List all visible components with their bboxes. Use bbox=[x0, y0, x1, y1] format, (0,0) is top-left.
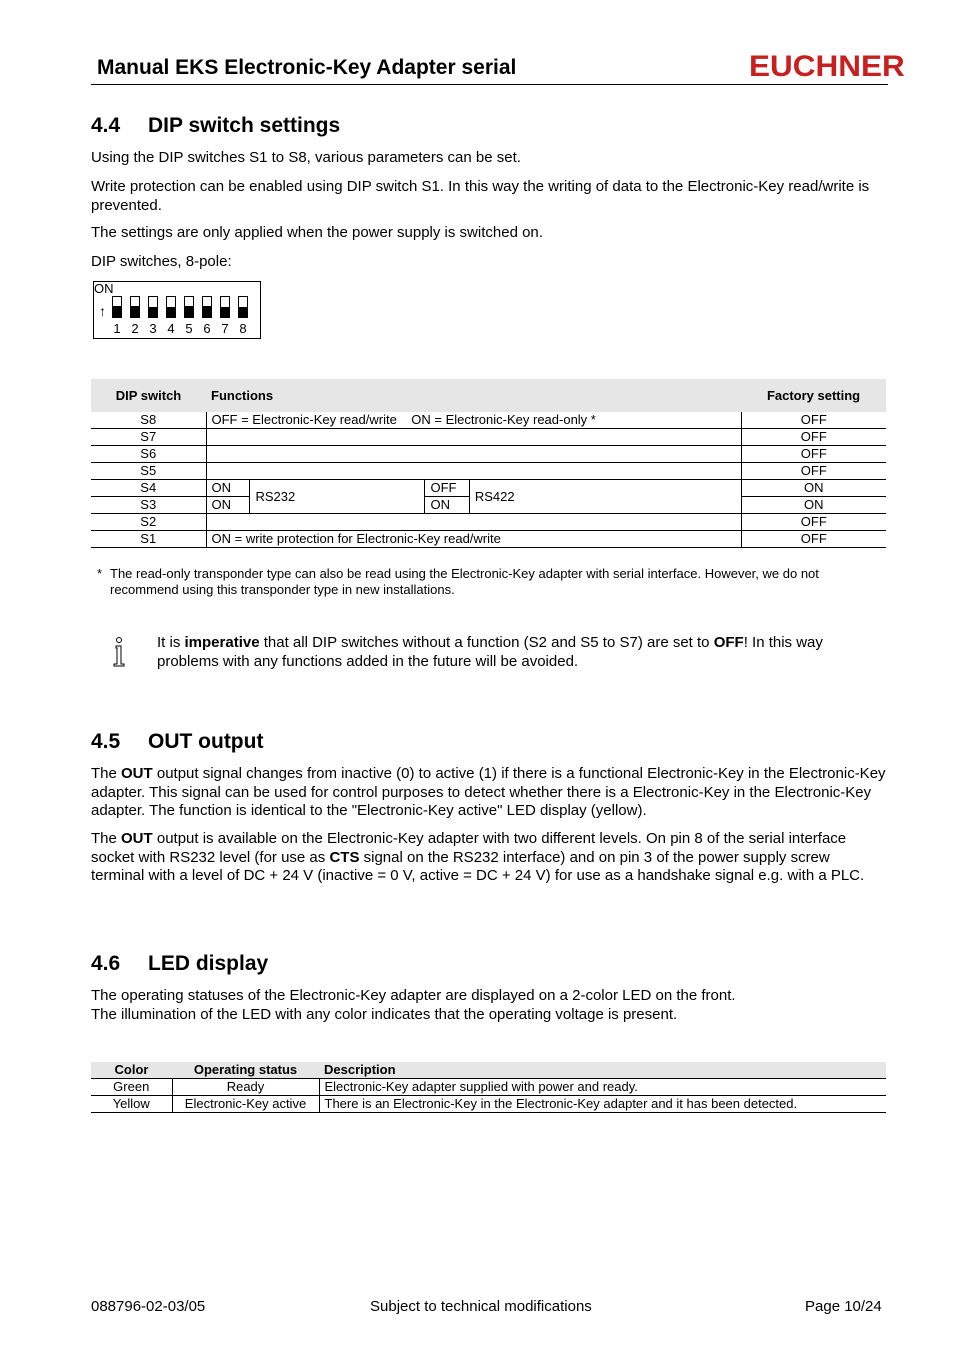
col-header-switch: DIP switch bbox=[91, 379, 206, 412]
col-header-color: Color bbox=[91, 1062, 172, 1079]
col-header-functions: Functions bbox=[206, 379, 741, 412]
table-row: S4 ON RS232 OFF RS422 ON bbox=[91, 480, 886, 497]
dip-switch-knob bbox=[167, 307, 175, 317]
dip-settings-table bbox=[91, 379, 886, 548]
dip-switch-number: 8 bbox=[239, 321, 247, 336]
paragraph: The settings are only applied when the power supply is switched on. bbox=[91, 224, 543, 241]
col-header-status: Operating status bbox=[172, 1062, 319, 1079]
dip-switch-knob bbox=[149, 307, 157, 317]
dip-switch-number: 6 bbox=[203, 321, 211, 336]
table-row: S5 OFF bbox=[91, 463, 886, 480]
info-icon bbox=[112, 637, 126, 667]
dip-switch-1 bbox=[112, 296, 122, 318]
dip-switch-number: 4 bbox=[167, 321, 175, 336]
dip-switch-knob bbox=[113, 306, 121, 317]
paragraph: The OUT output is available on the Electronic-Key adapter with two different levels. On pin 8 of the serial interface socket with RS232 level (for use as CTS signal on the RS232 interface) and on pin 3 of the power supply screw terminal with a level of DC + 24 V (inactive = 0 V, active = DC + 24 V) for use as a handshake signal e.g. with a PLC. bbox=[91, 830, 865, 884]
info-note: It is imperative that all DIP switches without a function (S2 and S5 to S7) are set to OFF! In this way problems with any functions added in the future will be avoided. bbox=[157, 634, 823, 670]
arrow-up-icon: ↑ bbox=[99, 303, 106, 319]
dip-switch-number: 1 bbox=[113, 321, 121, 336]
page-number: Page 10/24 bbox=[805, 1298, 882, 1315]
table-row: Green Ready Electronic-Key adapter supplied with power and ready. bbox=[91, 1079, 886, 1096]
section-heading-4-5: 4.5 OUT output bbox=[91, 730, 264, 753]
col-header-factory: Factory setting bbox=[741, 379, 886, 412]
dip-switch-number: 7 bbox=[221, 321, 229, 336]
section-heading-4-4: 4.4 DIP switch settings bbox=[91, 114, 341, 137]
paragraph: Using the DIP switches S1 to S8, various parameters can be set. bbox=[91, 149, 521, 166]
dip-switch-3 bbox=[148, 296, 158, 318]
paragraph: The illumination of the LED with any color indicates that the operating voltage is present. bbox=[91, 1006, 678, 1023]
dip-switch-2 bbox=[130, 296, 140, 318]
dip-switch-4 bbox=[166, 296, 176, 318]
document-title: Manual EKS Electronic-Key Adapter serial bbox=[97, 56, 517, 79]
footer-notice: Subject to technical modifications bbox=[370, 1298, 592, 1315]
dip-switch-7 bbox=[220, 296, 230, 318]
header-divider bbox=[91, 84, 888, 85]
dip-switch-number: 2 bbox=[131, 321, 139, 336]
table-row: S3 ON ON ON bbox=[91, 497, 886, 514]
dip-switch-knob bbox=[239, 307, 247, 317]
paragraph: The operating statuses of the Electronic-Key adapter are displayed on a 2-color LED on the front. bbox=[91, 987, 736, 1004]
paragraph: DIP switches, 8-pole: bbox=[91, 253, 232, 270]
dip-switch-8 bbox=[238, 296, 248, 318]
dip-switch-knob bbox=[131, 306, 139, 317]
table-row: S2 OFF bbox=[91, 514, 886, 531]
table-row: S1 ON = write protection for Electronic-Key read/write OFF bbox=[91, 531, 886, 548]
dip-switch-number: 3 bbox=[149, 321, 157, 336]
dip-switch-5 bbox=[184, 296, 194, 318]
led-status-table bbox=[91, 1062, 886, 1113]
euchner-logo: EUCHNER bbox=[749, 50, 905, 83]
table-row: S8 OFF = Electronic-Key read/write ON = Electronic-Key read-only * OFF bbox=[91, 412, 886, 429]
col-header-description: Description bbox=[319, 1062, 886, 1079]
dip-switch-knob bbox=[221, 307, 229, 317]
section-heading-4-6: 4.6 LED display bbox=[91, 952, 269, 975]
dip-switch-6 bbox=[202, 296, 212, 318]
dip-switch-number: 5 bbox=[185, 321, 193, 336]
table-row: Yellow Electronic-Key active There is an Electronic-Key in the Electronic-Key adapter and it has been detected. bbox=[91, 1096, 886, 1113]
table-row: S7 OFF bbox=[91, 429, 886, 446]
document-number: 088796-02-03/05 bbox=[91, 1298, 206, 1315]
paragraph: Write protection can be enabled using DIP switch S1. In this way the writing of data to the Electronic-Key read/write is prevented. bbox=[91, 178, 870, 214]
paragraph: The OUT output signal changes from inactive (0) to active (1) if there is a functional Electronic-Key in the Electronic-Key adapter. This signal can be used for control purposes to detect whether there is a Electronic-Key in the Electronic-Key adapter. The function is identical to the "Electronic-Key active" LED display (yellow). bbox=[91, 765, 886, 819]
dip-switch-knob bbox=[185, 306, 193, 317]
dip-on-label: ON bbox=[94, 281, 114, 296]
table-row: S6 OFF bbox=[91, 446, 886, 463]
dip-switch-knob bbox=[203, 306, 211, 317]
